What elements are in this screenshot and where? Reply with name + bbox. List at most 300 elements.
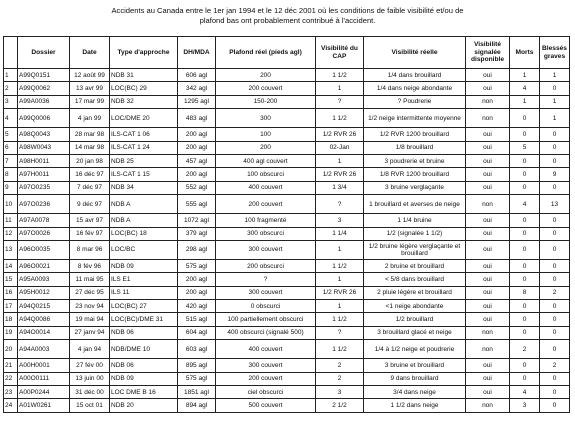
cell-index: 9 [4,181,18,194]
cell-dossier: A98W0043 [18,141,70,154]
cell-date: 14 mar 98 [70,141,110,154]
cell-dossier: A97A0078 [18,214,70,227]
cell-injuries: 0 [540,326,570,339]
cell-injuries: 9 [540,168,570,181]
cell-dossier: A99A0036 [18,95,70,108]
cell-index: 10 [4,195,18,214]
cell-dh-mda: 895 agl [178,359,216,372]
cell-approach-type: ILS-CAT 1 15 [110,168,178,181]
cell-ceiling: 100 partiellement obscurci [216,313,316,326]
cell-deaths: 0 [510,300,540,313]
cell-injuries: 1 [540,95,570,108]
cell-cap-visibility: 2 1/2 [316,399,364,412]
cell-reported-visibility: oui [466,181,510,194]
cell-date: 27 janv 94 [70,326,110,339]
cell-dossier: A99Q0062 [18,82,70,95]
cell-dossier: A95A0093 [18,273,70,286]
cell-approach-type: LOC(BC) 27 [110,300,178,313]
table-row [4,109,570,128]
cell-deaths: 0 [510,259,540,272]
table-row [4,372,570,385]
cell-deaths: 2 [510,340,540,359]
cell-date: 8 mar 96 [70,240,110,259]
cell-cap-visibility: 1 [316,300,364,313]
cell-dh-mda: 1295 agl [178,95,216,108]
cell-date: 12 août 99 [70,69,110,82]
table-row [4,82,570,95]
cell-actual-visibility: 3 bruine et brouillard [364,359,466,372]
cell-deaths: 0 [510,372,540,385]
cell-dh-mda: 552 agl [178,181,216,194]
cell-reported-visibility: oui [466,82,510,95]
cell-index: 21 [4,359,18,372]
cell-approach-type: NDB A [110,195,178,214]
cell-ceiling: 200 obscurci [216,259,316,272]
table-row [4,195,570,214]
cell-dossier: A94O0014 [18,326,70,339]
cell-approach-type: NDB 09 [110,372,178,385]
cell-approach-type: NDB 34 [110,181,178,194]
cell-dh-mda: 515 agl [178,313,216,326]
cell-ceiling: 0 obscurci [216,300,316,313]
cell-dh-mda: 1851 agl [178,386,216,399]
cell-dossier: A96O0035 [18,240,70,259]
cell-dossier: A97O0026 [18,227,70,240]
cell-dossier: A97O0236 [18,195,70,214]
cell-dossier: A97H0011 [18,168,70,181]
cell-deaths: 0 [510,326,540,339]
cell-approach-type: LOC(BC) 18 [110,227,178,240]
cell-cap-visibility: 1 [316,154,364,167]
cell-dh-mda: 457 agl [178,154,216,167]
cell-deaths: 0 [510,181,540,194]
table-row [4,300,570,313]
cell-actual-visibility: 1/8 brouillard [364,141,466,154]
cell-index: 3 [4,95,18,108]
cell-injuries: 0 [540,181,570,194]
cell-reported-visibility: oui [466,313,510,326]
col-header-dossier: Dossier [18,37,70,69]
cell-approach-type: NDB 25 [110,154,178,167]
cell-dh-mda: 1072 agl [178,214,216,227]
cell-ceiling: 200 couvert [216,82,316,95]
cell-dh-mda: 342 agl [178,82,216,95]
table-row [4,95,570,108]
cell-deaths: 4 [510,82,540,95]
cell-dossier: A96O0021 [18,259,70,272]
cell-ceiling: 200 couvert [216,195,316,214]
cell-reported-visibility: oui [466,214,510,227]
cell-injuries: 0 [540,227,570,240]
cell-deaths: 0 [510,273,540,286]
cell-reported-visibility: non [466,340,510,359]
cell-cap-visibility: 02-Jan [316,141,364,154]
cell-index: 4 [4,109,18,128]
cell-index: 15 [4,273,18,286]
cell-actual-visibility: 1/4 à 1/2 neige et poudrerie [364,340,466,359]
cell-date: 28 mar 98 [70,128,110,141]
cell-deaths: 0 [510,154,540,167]
cell-cap-visibility: 3 [316,386,364,399]
table-header-row [4,37,570,69]
cell-dossier: A99Q0006 [18,109,70,128]
cell-injuries: 0 [540,273,570,286]
cell-reported-visibility: non [466,399,510,412]
cell-injuries: 0 [540,340,570,359]
cell-date: 11 mai 95 [70,273,110,286]
table-row [4,286,570,299]
cell-dh-mda: 603 agl [178,340,216,359]
cell-reported-visibility: oui [466,240,510,259]
cell-actual-visibility: 1/2 neige intermittente moyenne [364,109,466,128]
cell-reported-visibility: oui [466,69,510,82]
cell-date: 17 mar 99 [70,95,110,108]
cell-cap-visibility: 3 [316,214,364,227]
cell-cap-visibility: 1 3/4 [316,181,364,194]
cell-ceiling: 300 couvert [216,286,316,299]
col-header-deaths: Morts [510,37,540,69]
table-row [4,128,570,141]
cell-cap-visibility: 2 [316,372,364,385]
cell-deaths: 4 [510,386,540,399]
cell-deaths: 1 [510,69,540,82]
cell-actual-visibility: 1 1/4 bruine [364,214,466,227]
cell-dossier: A01W0261 [18,399,70,412]
cell-cap-visibility: 1 1/2 [316,313,364,326]
cell-cap-visibility: 1 1/4 [316,227,364,240]
cell-injuries: 0 [540,300,570,313]
cell-reported-visibility: oui [466,273,510,286]
cell-approach-type: NDB 09 [110,259,178,272]
cell-cap-visibility: 2 [316,359,364,372]
cell-approach-type: NDB A [110,214,178,227]
cell-cap-visibility: 1/2 RVR 26 [316,168,364,181]
cell-actual-visibility: < 5/8 dans brouillard [364,273,466,286]
cell-reported-visibility: non [466,95,510,108]
cell-actual-visibility: 3 brouillard glacé et neige [364,326,466,339]
cell-approach-type: ILS E1 [110,273,178,286]
cell-dossier: A98H0011 [18,154,70,167]
cell-dossier: A94A0003 [18,340,70,359]
cell-index: 22 [4,372,18,385]
cell-approach-type: LOC/DME 20 [110,109,178,128]
cell-index: 12 [4,227,18,240]
cell-actual-visibility: 3 poudrerie et bruine [364,154,466,167]
cell-dh-mda: 575 agl [178,372,216,385]
cell-injuries: 2 [540,359,570,372]
cell-dh-mda: 200 agl [178,168,216,181]
cell-approach-type: LOC/BC [110,240,178,259]
table-row [4,69,570,82]
cell-reported-visibility: oui [466,141,510,154]
cell-deaths: 4 [510,195,540,214]
table-row [4,168,570,181]
col-header-ceiling: Plafond réel (pieds agl) [216,37,316,69]
cell-actual-visibility: 2 pluie légère et brouillard [364,286,466,299]
cell-ceiling: ? [216,273,316,286]
cell-reported-visibility: oui [466,227,510,240]
cell-approach-type: LOC DME B 16 [110,386,178,399]
cell-actual-visibility: 1/2 (signalée 1 1/2) [364,227,466,240]
cell-ceiling: 300 couvert [216,240,316,259]
cell-approach-type: NDB 20 [110,399,178,412]
table-row [4,259,570,272]
cell-ceiling: 400 couvert [216,181,316,194]
cell-index: 24 [4,399,18,412]
accidents-table [3,36,570,413]
cell-approach-type: NDB 06 [110,326,178,339]
cell-actual-visibility: 2 bruine et brouillard [364,259,466,272]
document-caption [0,6,575,26]
cell-index: 19 [4,326,18,339]
cell-injuries: 0 [540,386,570,399]
col-header-approach-type: Type d'approche [110,37,178,69]
table-row [4,181,570,194]
cell-approach-type: LOC(BC) 29 [110,82,178,95]
cell-index: 14 [4,259,18,272]
cell-deaths: 3 [510,399,540,412]
cell-actual-visibility: 1/4 dans neige abondante [364,82,466,95]
table-row [4,359,570,372]
cell-dossier: A99Q0151 [18,69,70,82]
cell-actual-visibility: 1 brouillard et averses de neige [364,195,466,214]
cell-dossier: A97O0235 [18,181,70,194]
cell-injuries: 2 [540,286,570,299]
cell-date: 15 oct 01 [70,399,110,412]
cell-date: 19 mai 94 [70,313,110,326]
cell-dossier: A00O0111 [18,372,70,385]
cell-injuries: 0 [540,372,570,385]
cell-dh-mda: 200 agl [178,128,216,141]
col-header-cap-visibility: Visibilité du CAP [316,37,364,69]
cell-ceiling: 100 [216,128,316,141]
cell-index: 20 [4,340,18,359]
table-row [4,313,570,326]
cell-index: 7 [4,154,18,167]
cell-cap-visibility: 1 1/2 [316,69,364,82]
cell-actual-visibility: 3/4 dans neige [364,386,466,399]
cell-approach-type: NDB 06 [110,359,178,372]
cell-injuries: 13 [540,195,570,214]
cell-reported-visibility: non [466,195,510,214]
cell-deaths: 1 [510,95,540,108]
cell-index: 16 [4,286,18,299]
cell-approach-type: ILS-CAT 1 24 [110,141,178,154]
cell-ceiling: 400 agl couvert [216,154,316,167]
cell-dh-mda: 379 agl [178,227,216,240]
cell-index: 18 [4,313,18,326]
cell-cap-visibility: 1/2 RVR 26 [316,286,364,299]
cell-injuries: 0 [540,399,570,412]
cell-actual-visibility: 1/2 brouillard [364,313,466,326]
cell-deaths: 0 [510,240,540,259]
table-row [4,386,570,399]
cell-ceiling: 400 obscurci (signalé 500) [216,326,316,339]
cell-date: 23 nov 94 [70,300,110,313]
col-header-index [4,37,18,69]
col-header-dh-mda: DH/MDA [178,37,216,69]
table-row [4,326,570,339]
cell-approach-type: ILS 11 [110,286,178,299]
cell-dh-mda: 604 agl [178,326,216,339]
cell-dh-mda: 606 agl [178,69,216,82]
cell-date: 4 jan 99 [70,109,110,128]
cell-date: 20 jan 98 [70,154,110,167]
caption-line-2: plafond bas ont probablement contribué à l'accident. [199,16,376,25]
cell-injuries: 0 [540,82,570,95]
cell-dh-mda: 894 agl [178,399,216,412]
cell-dh-mda: 200 agl [178,273,216,286]
cell-ceiling: 300 [216,109,316,128]
cell-reported-visibility: non [466,326,510,339]
cell-dh-mda: 483 agl [178,109,216,128]
cell-actual-visibility: 3 bruine verglaçante [364,181,466,194]
table-row [4,154,570,167]
cell-dh-mda: 575 agl [178,259,216,272]
cell-cap-visibility: 1 [316,273,364,286]
cell-reported-visibility: oui [466,372,510,385]
cell-date: 13 avr 99 [70,82,110,95]
cell-index: 1 [4,69,18,82]
cell-cap-visibility: ? [316,95,364,108]
cell-reported-visibility: oui [466,259,510,272]
cell-ceiling: 400 couvert [216,340,316,359]
cell-index: 17 [4,300,18,313]
cell-index: 13 [4,240,18,259]
cell-actual-visibility: ? Poudrerie [364,95,466,108]
cell-index: 2 [4,82,18,95]
cell-deaths: 0 [510,168,540,181]
cell-index: 11 [4,214,18,227]
cell-deaths: 0 [510,214,540,227]
cell-date: 13 juin 00 [70,372,110,385]
cell-actual-visibility: 1/2 RVR 1200 brouillard [364,128,466,141]
cell-injuries: 0 [540,128,570,141]
cell-date: 27 déc 95 [70,286,110,299]
cell-deaths: 0 [510,128,540,141]
cell-actual-visibility: 1 1/2 dans neige [364,399,466,412]
cell-dh-mda: 298 agl [178,240,216,259]
cell-deaths: 0 [510,313,540,326]
cell-dh-mda: 200 agl [178,286,216,299]
cell-reported-visibility: oui [466,168,510,181]
cell-actual-visibility: 1/4 dans brouillard [364,69,466,82]
cell-date: 27 fév 00 [70,359,110,372]
cell-cap-visibility: 1 [316,240,364,259]
cell-ceiling: ciel obscurci [216,386,316,399]
cell-deaths: 0 [510,227,540,240]
cell-approach-type: NDB/DME 10 [110,340,178,359]
cell-date: 15 avr 97 [70,214,110,227]
cell-ceiling: 200 [216,69,316,82]
cell-cap-visibility: ? [316,195,364,214]
cell-injuries: 0 [540,214,570,227]
cell-dossier: A94Q0086 [18,313,70,326]
cell-date: 9 déc 97 [70,195,110,214]
cell-index: 8 [4,168,18,181]
cell-index: 6 [4,141,18,154]
cell-reported-visibility: oui [466,128,510,141]
cell-date: 31 déc 00 [70,386,110,399]
cell-date: 4 jan 94 [70,340,110,359]
cell-reported-visibility: oui [466,154,510,167]
cell-injuries: 1 [540,109,570,128]
cell-approach-type: LOC(BC)/DME 31 [110,313,178,326]
cell-dossier: A00H0001 [18,359,70,372]
cell-injuries: 1 [540,69,570,82]
cell-ceiling: 100 obscurci [216,168,316,181]
cell-actual-visibility: 1/8 RVR 1200 brouillard [364,168,466,181]
cell-cap-visibility: 1 1/2 [316,109,364,128]
col-header-injuries: Blessés graves [540,37,570,69]
caption-line-1: Accidents au Canada entre le 1er jan 1994 et le 12 déc 2001 où les conditions de faible visibilité et/ou de [111,6,464,15]
cell-date: 7 déc 97 [70,181,110,194]
cell-approach-type: ILS-CAT 1 06 [110,128,178,141]
cell-reported-visibility: oui [466,359,510,372]
cell-ceiling: 300 obscurci [216,227,316,240]
cell-dossier: A94Q0215 [18,300,70,313]
table-row [4,141,570,154]
cell-injuries: 0 [540,259,570,272]
cell-deaths: 0 [510,359,540,372]
col-header-date: Date [70,37,110,69]
cell-approach-type: NDB 31 [110,69,178,82]
cell-injuries: 0 [540,141,570,154]
cell-dh-mda: 420 agl [178,300,216,313]
cell-reported-visibility: oui [466,300,510,313]
table-body [4,69,570,413]
cell-date: 16 déc 97 [70,168,110,181]
cell-ceiling: 150-200 [216,95,316,108]
cell-ceiling: 500 couvert [216,399,316,412]
cell-date: 8 fév 96 [70,259,110,272]
cell-ceiling: 200 couvert [216,372,316,385]
cell-dossier: A95H0012 [18,286,70,299]
cell-dossier: A98Q0043 [18,128,70,141]
cell-injuries: 0 [540,313,570,326]
cell-index: 5 [4,128,18,141]
cell-dh-mda: 555 agl [178,195,216,214]
col-header-actual-visibility: Visibilité réelle [364,37,466,69]
cell-dossier: A00P0244 [18,386,70,399]
cell-reported-visibility: oui [466,286,510,299]
cell-cap-visibility: 1 1/2 [316,259,364,272]
cell-ceiling: 100 fragmenté [216,214,316,227]
cell-approach-type: NDB 32 [110,95,178,108]
cell-cap-visibility: 1 [316,82,364,95]
cell-deaths: 8 [510,286,540,299]
cell-ceiling: 200 [216,141,316,154]
cell-reported-visibility: non [466,109,510,128]
cell-actual-visibility: 9 dans brouillard [364,372,466,385]
table-row [4,227,570,240]
cell-injuries: 0 [540,154,570,167]
cell-cap-visibility: ? [316,326,364,339]
table-row [4,214,570,227]
cell-reported-visibility: oui [466,386,510,399]
cell-date: 16 fév 97 [70,227,110,240]
cell-injuries: 0 [540,240,570,259]
cell-index: 23 [4,386,18,399]
cell-deaths: 5 [510,141,540,154]
cell-ceiling: 300 couvert [216,359,316,372]
cell-actual-visibility: <1 neige abondante [364,300,466,313]
table-row [4,273,570,286]
cell-actual-visibility: 1/2 bruine légère verglaçante et brouillard [364,240,466,259]
cell-dh-mda: 200 agl [178,141,216,154]
cell-cap-visibility: 1 1/2 [316,340,364,359]
col-header-reported-visibility: Visibilité signalée disponible [466,37,510,69]
